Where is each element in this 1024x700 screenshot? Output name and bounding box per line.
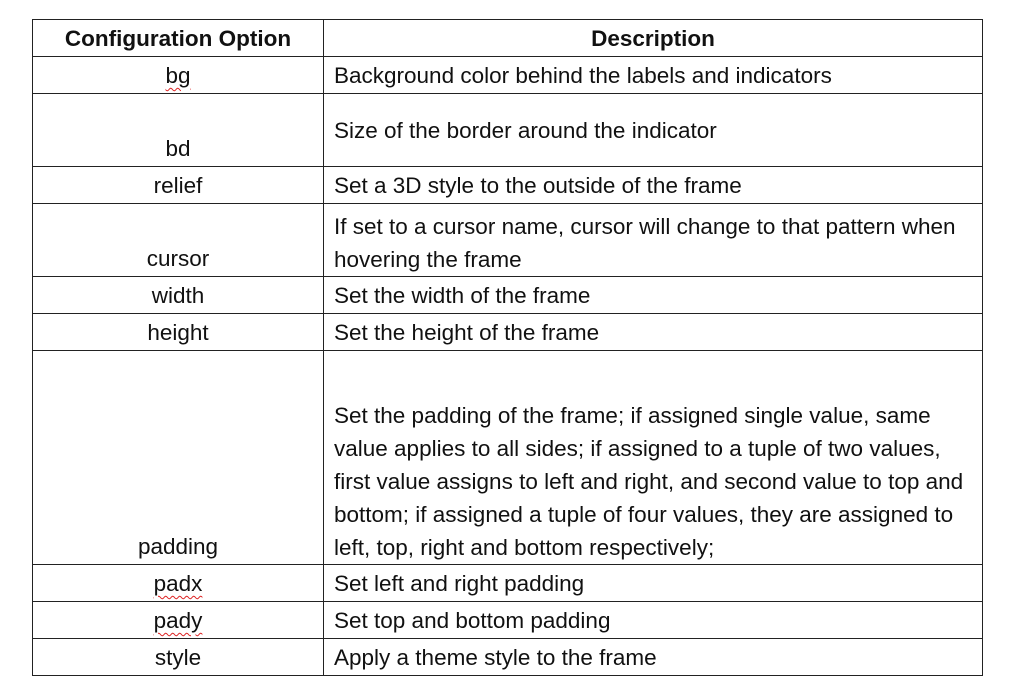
table-row [33,351,983,565]
option-cell: padding [33,351,324,565]
option-cell: relief [33,167,324,204]
header-description: Description [324,20,983,57]
description-cell: Set the width of the frame [324,277,983,314]
option-cell: width [33,277,324,314]
description-cell: If set to a cursor name, cursor will change to that pattern when hovering the frame [324,204,983,277]
option-cell: bd [33,94,324,167]
option-cell [33,57,324,94]
description-cell: Apply a theme style to the frame [324,639,983,676]
option-cell: style [33,639,324,676]
table-header-row [33,20,983,57]
header-configuration-option: Configuration Option [33,20,324,57]
option-name: padx [153,571,203,596]
description-cell: Set top and bottom padding [324,602,983,639]
table-row [33,639,983,676]
option-name: bg [165,63,191,88]
table-row [33,314,983,351]
configuration-table [32,19,983,676]
description-cell: Set left and right padding [324,565,983,602]
option-cell: cursor [33,204,324,277]
description-cell: Size of the border around the indicator [324,94,983,167]
description-cell: Background color behind the labels and indicators [324,57,983,94]
option-cell [33,565,324,602]
table-row [33,167,983,204]
description-cell: Set a 3D style to the outside of the frame [324,167,983,204]
description-cell: Set the padding of the frame; if assigned single value, same value applies to all sides; if assigned to a tuple of two values, first value assigns to left and right, and second value to top and bottom; if assigned a tuple of four values, they are assigned to left, top, right and bottom respectively; [324,351,983,565]
option-cell: height [33,314,324,351]
option-name: pady [153,608,203,633]
table-row [33,602,983,639]
table-row [33,94,983,167]
table-row [33,204,983,277]
table-row [33,57,983,94]
description-cell: Set the height of the frame [324,314,983,351]
option-cell [33,602,324,639]
table-row [33,565,983,602]
table-row [33,277,983,314]
